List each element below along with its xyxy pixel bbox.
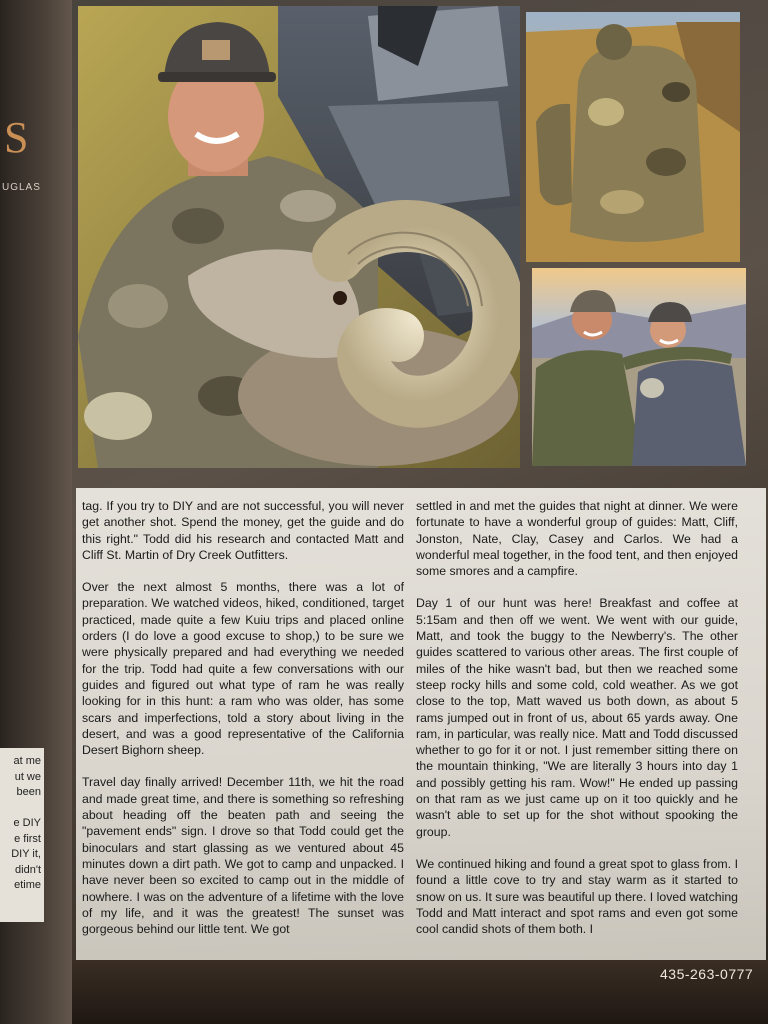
left-text-line: ut we <box>14 770 41 783</box>
article-paragraph: We continued hiking and found a great spot to glass from. I found a little cove to try and stay warm as it started to snow on us. It sure was beautiful up there. I loved watching Todd and Matt interact and spot rams and even got some cool candid shots of them both. I <box>416 856 738 937</box>
left-text-line: been <box>16 786 41 798</box>
article-paragraph: tag. If you try to DIY and are not successful, you will never get another shot. Spend the money, get the guide and do this right." Todd did his research and contacted Matt and Cliff St. Martin of Dry Creek Outfitters. <box>82 499 404 562</box>
article-paragraph: settled in and met the guides that night at dinner. We were fortunate to have a wonderful group of guides: Matt, Cliff, Jonston, Nate, Clay, Casey and Carlos. We had a wonderful meal together, in the food tent, and then enjoyed some smores and a campfire. <box>416 499 738 579</box>
article-paragraph: Over the next almost 5 months, there was a lot of preparation. We watched videos, hiked, conditioned, target practiced, made quite a few Kuiu trips and placed online orders (I do love a good excuse to shop,) to be sure we were physically prepared and had everything we needed for the trip. Todd had quite a few conversations with our guides and figured out what type of ram he was really looking for in this hunt: a ram who was older, has some scars and imperfections, told a story about living in the desert, and was a good representative of the California Desert Bighorn sheep. <box>82 580 404 758</box>
hunter-with-backpack-photo <box>526 12 740 262</box>
hunter-with-bighorn-ram-photo <box>78 6 520 468</box>
article-column-right <box>416 498 738 960</box>
two-hunters-portrait-photo <box>532 268 746 466</box>
phone-number: 435-263-0777 <box>660 966 754 982</box>
left-text-line: e DIY <box>13 817 41 829</box>
left-text-line: at me <box>13 755 41 767</box>
left-page <box>0 0 80 1024</box>
left-text-line: didn't <box>15 863 41 876</box>
article-paragraph: Day 1 of our hunt was here! Breakfast and coffee at 5:15am and then off we went. We went with our guide, Matt, and took the buggy to the Newberry's. The other guides scattered to various other areas. The first couple of miles of the hike wasn't bad, but then we reached some steep rocky hills and some cold, cold weather. As we got close to the top, Matt waved us both down, as about 5 rams jumped out in front of us, about 65 yards away. One ram, in particular, was really nice. Matt and Todd discussed whether to go for it or not. I just remember sitting there on the mountain thinking, "We are literally 3 hours into day 1 and possibly getting his ram. Wow!" He ended up passing on that ram as we just came up on it too quickly and he wasn't able to set up for the shot without spooking the group. <box>416 596 738 839</box>
article-text-panel <box>76 488 766 960</box>
left-page-byline-fragment: UGLAS <box>2 182 41 193</box>
article-paragraph: Travel day finally arrived! December 11th, we hit the road and made great time, and there is something so refreshing about heading off the beaten path and seeing the "pavement ends" sign. I drove so that Todd could get the binoculars and start glassing as we ventured about 45 minutes down a dirt path. We got to camp and unpacked. I have never been so excited to camp out in the middle of nowhere. I was on the adventure of a lifetime with the love of my life, and it was the greatest! The sunset was gorgeous behind our little tent. We got <box>82 775 404 937</box>
left-page-title-fragment: S <box>4 113 29 162</box>
left-text-line: etime <box>14 879 41 891</box>
left-text-line: DIY it, <box>11 848 41 860</box>
article-column-left <box>82 498 404 960</box>
left-text-line <box>0 801 44 817</box>
left-text-line: e first <box>14 832 41 845</box>
left-page-text-box <box>0 748 44 922</box>
